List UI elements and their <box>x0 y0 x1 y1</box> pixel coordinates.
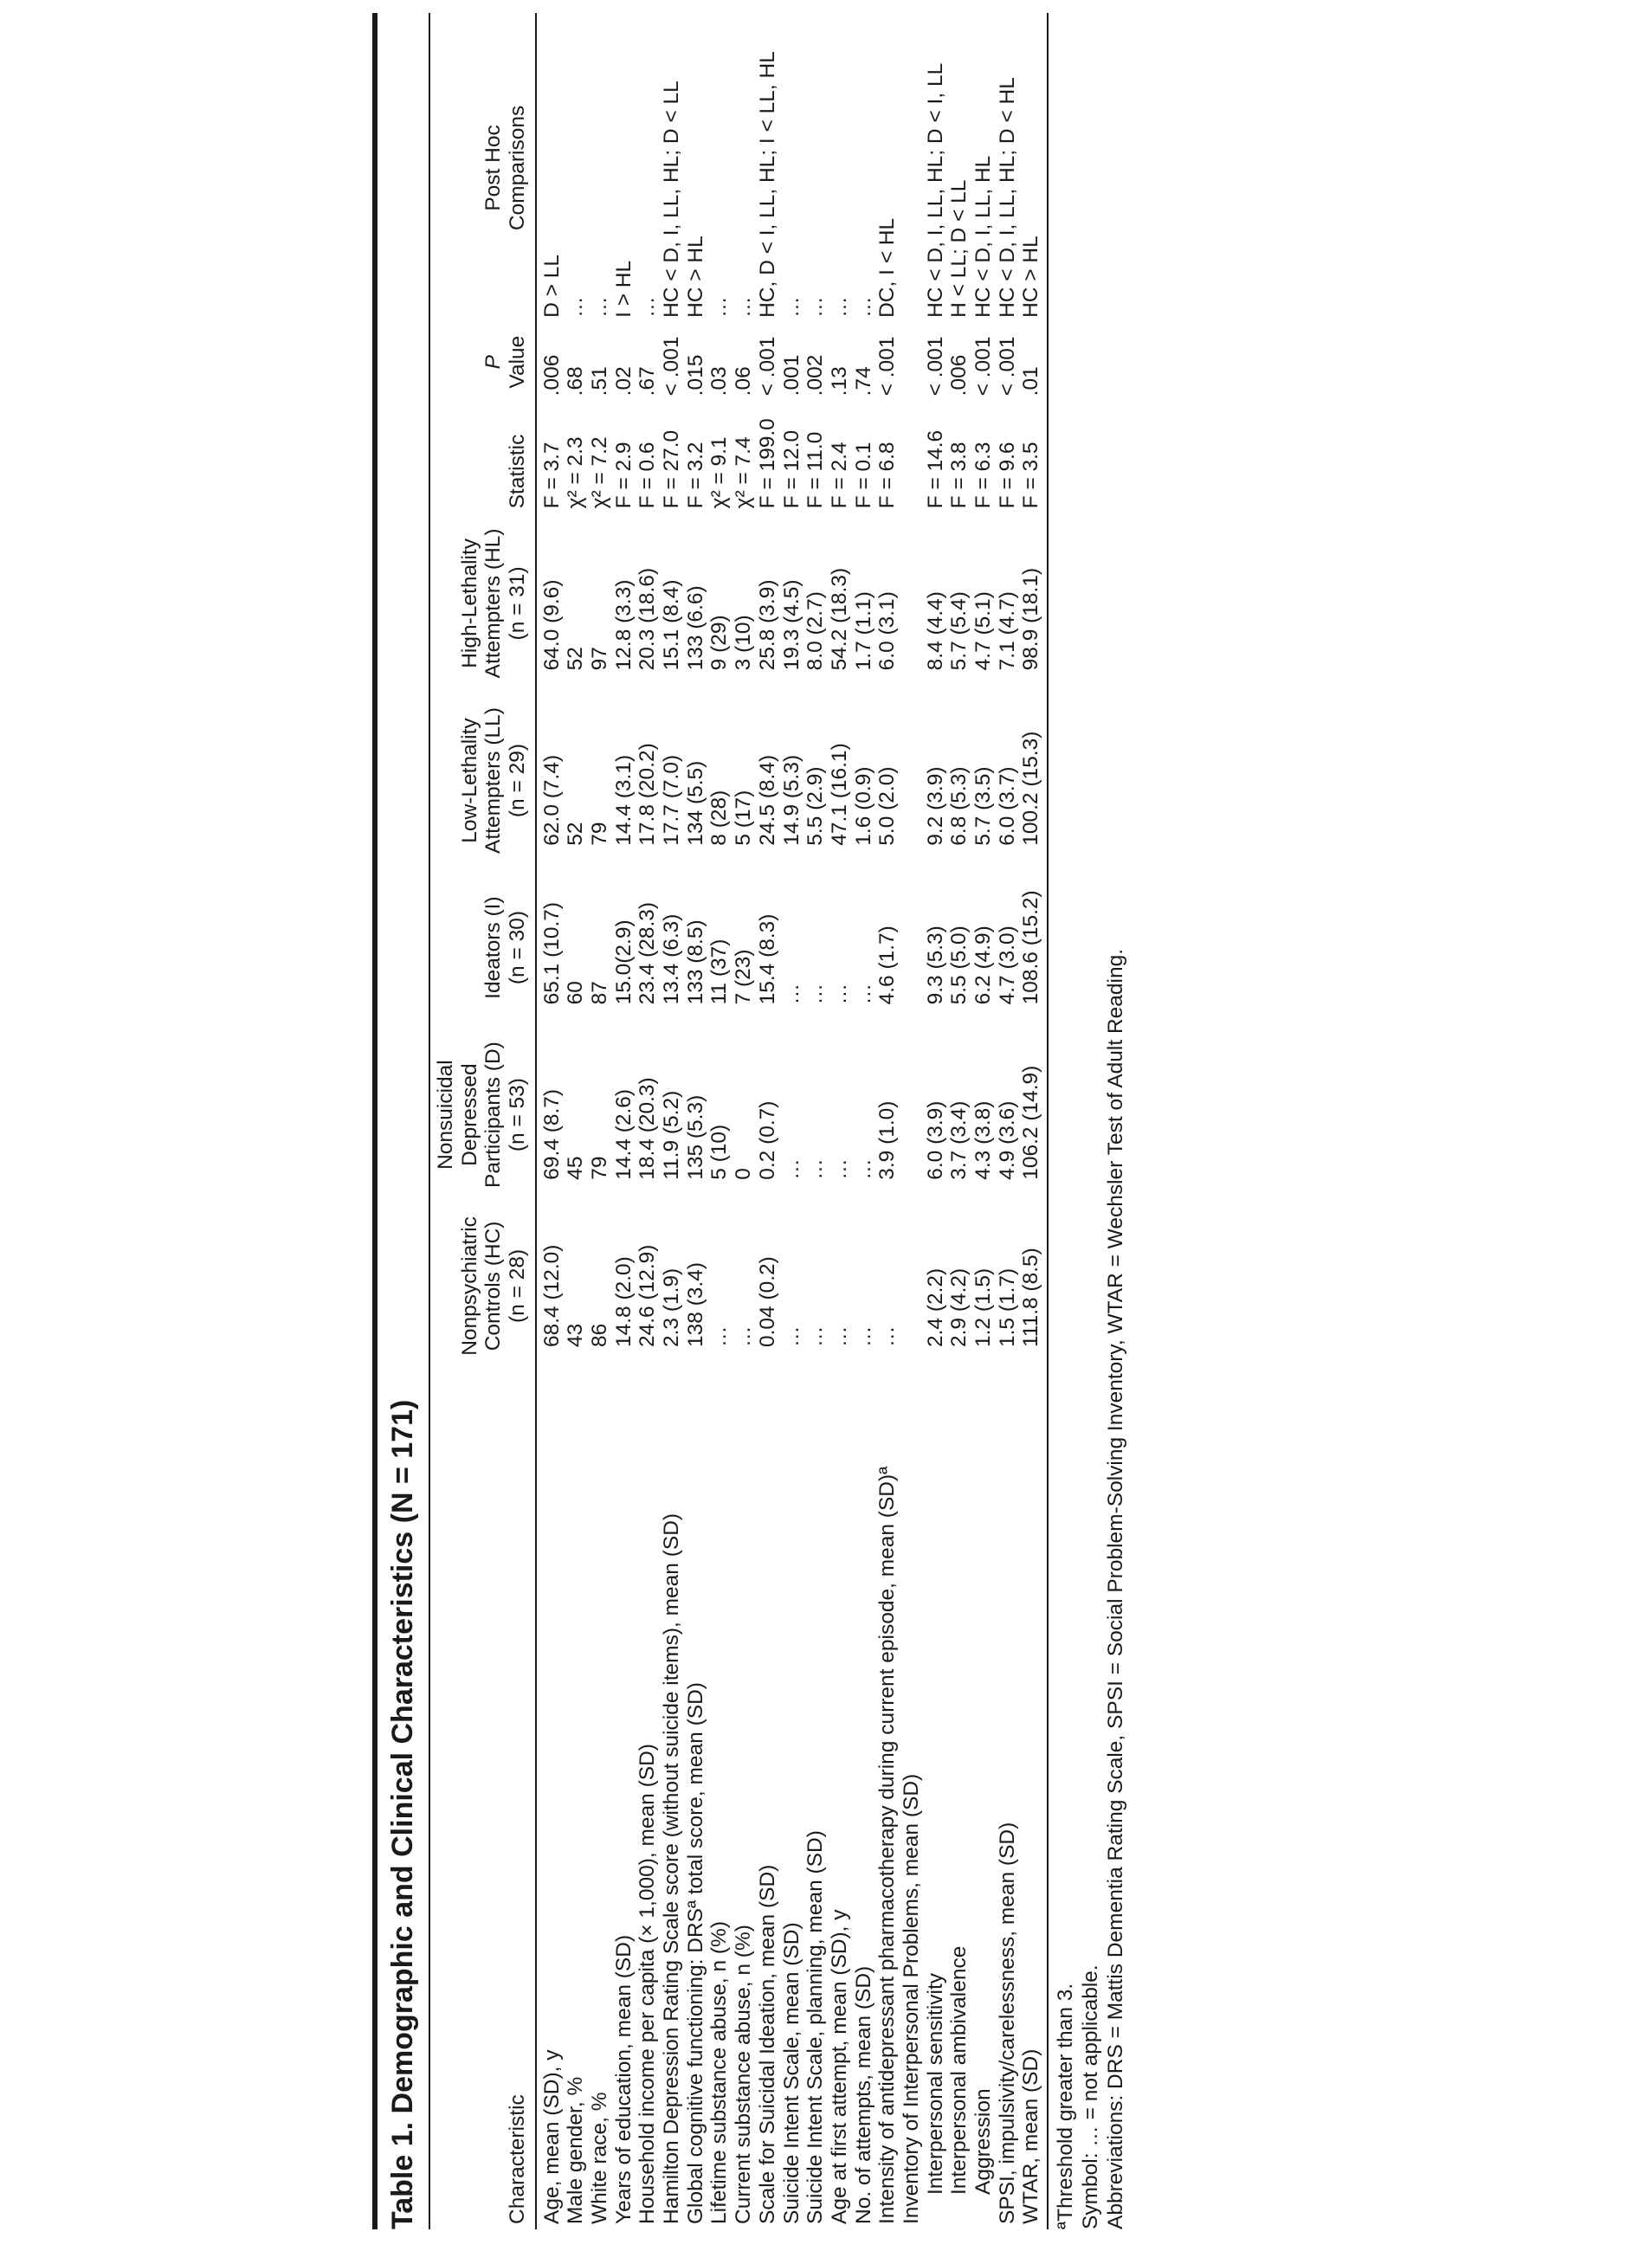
cell-d: 3.9 (1.0) <box>875 1100 900 1180</box>
cell-p-value: .03 <box>707 366 732 397</box>
header-hl-line: (n = 31) <box>506 566 530 641</box>
table-row <box>947 13 971 2229</box>
cell-ll: 8 (28) <box>707 790 732 846</box>
cell-hc: … <box>732 1325 756 1348</box>
cell-hl: 19.3 (4.5) <box>779 579 803 671</box>
header-d-line: (n = 53) <box>506 1078 530 1152</box>
cell-i: 5.5 (5.0) <box>947 926 971 1005</box>
table-row <box>900 13 924 2229</box>
cell-p-value: < .001 <box>971 336 995 397</box>
cell-characteristic: WTAR, mean (SD) <box>1019 2048 1043 2224</box>
cell-hc: 2.9 (4.2) <box>947 1267 971 1348</box>
header-post-line: Post Hoc <box>481 125 506 211</box>
cell-statistic: F = 2.9 <box>611 442 636 509</box>
cell-post-hoc: … <box>803 296 828 318</box>
footnote-symbol: Symbol: … = not applicable. <box>1078 1964 1102 2229</box>
cell-characteristic: Household income per capita (× 1,000), mean (SD) <box>636 1744 660 2224</box>
cell-i: … <box>851 983 875 1005</box>
cell-hc: 138 (3.4) <box>683 1261 707 1348</box>
cell-hl: 52 <box>564 647 588 671</box>
cell-i: 4.7 (3.0) <box>995 926 1019 1005</box>
header-d-line: Nonsuicidal <box>434 1060 458 1170</box>
cell-ll: 14.4 (3.1) <box>611 754 636 846</box>
cell-characteristic: Scale for Suicidal Ideation, mean (SD) <box>755 1864 779 2224</box>
cell-characteristic: SPSI, impulsivity/carelessness, mean (SD) <box>995 1822 1019 2224</box>
cell-ll: 52 <box>564 822 588 846</box>
header-ll <box>429 693 536 868</box>
cell-d: … <box>779 1158 803 1180</box>
cell-characteristic: Suicide Intent Scale, mean (SD) <box>779 1922 803 2224</box>
cell-post-hoc: … <box>827 296 851 318</box>
cell-hc: 43 <box>564 1323 588 1348</box>
cell-i: … <box>779 983 803 1005</box>
cell-hc: 1.5 (1.7) <box>995 1267 1019 1348</box>
header-hc-line: Controls (HC) <box>481 1221 506 1351</box>
cell-post-hoc: HC < D, I, LL, HL; D < HL <box>995 77 1019 318</box>
cell-ll: 17.7 (7.0) <box>660 754 684 846</box>
cell-ll: 5 (17) <box>732 790 756 846</box>
cell-hl <box>900 513 924 693</box>
cell-post-hoc: I > HL <box>611 260 636 318</box>
cell-hl: 15.1 (8.4) <box>660 579 684 671</box>
cell-statistic: F = 199.0 <box>755 418 779 509</box>
cell-characteristic: Intensity of antidepressant pharmacotherapy during current episode, mean (SD)ª <box>875 1466 900 2224</box>
header-hc-line: (n = 28) <box>506 1248 530 1323</box>
cell-hl: 3 (10) <box>732 615 756 671</box>
cell-d: 106.2 (14.9) <box>1019 1065 1043 1180</box>
cell-post-hoc: … <box>851 296 875 318</box>
cell-ll: 1.6 (0.9) <box>851 766 875 846</box>
cell-characteristic: Suicide Intent Scale, planning, mean (SD) <box>803 1830 828 2224</box>
header-i-line: (n = 30) <box>506 911 530 985</box>
cell-i <box>900 868 924 1028</box>
cell-d: 45 <box>564 1156 588 1180</box>
table-row <box>564 13 588 2229</box>
cell-statistic: F = 14.6 <box>923 429 947 509</box>
cell-p-value: .74 <box>851 366 875 397</box>
header-characteristic: Characteristic <box>429 1370 536 2229</box>
cell-statistic: F = 6.3 <box>971 442 995 509</box>
cell-ll: 24.5 (8.4) <box>755 754 779 846</box>
cell-statistic: F = 0.1 <box>851 442 875 509</box>
table-body <box>536 13 1048 2229</box>
header-hc <box>429 1203 536 1370</box>
cell-hc: … <box>707 1325 732 1348</box>
table-row <box>732 13 756 2229</box>
cell-hl: 25.8 (3.9) <box>755 579 779 671</box>
cell-p-value: .02 <box>611 366 636 397</box>
cell-ll <box>900 693 924 868</box>
cell-p-value: .006 <box>539 354 564 397</box>
cell-statistic: F = 11.0 <box>803 431 828 509</box>
cell-p-value: .006 <box>947 354 971 397</box>
cell-hl: 54.2 (18.3) <box>827 567 851 671</box>
cell-ll: 134 (5.5) <box>683 760 707 846</box>
header-d-line: Depressed <box>457 1063 481 1166</box>
cell-i: 13.4 (6.3) <box>660 913 684 1005</box>
cell-d: 18.4 (20.3) <box>636 1077 660 1180</box>
cell-post-hoc: HC < D, I, LL, HL; D < I, LL <box>923 62 947 318</box>
cell-d: 0.2 (0.7) <box>755 1100 779 1180</box>
cell-hc: 68.4 (12.0) <box>539 1244 564 1348</box>
cell-post-hoc: HC > HL <box>683 235 707 318</box>
table-row <box>756 13 780 2229</box>
cell-d: 5 (10) <box>707 1124 732 1180</box>
cell-post-hoc: … <box>636 296 660 318</box>
cell-d <box>900 1027 924 1202</box>
cell-characteristic: Interpersonal sensitivity <box>923 1972 947 2195</box>
cell-d: 69.4 (8.7) <box>539 1088 564 1180</box>
cell-p-value: .68 <box>564 366 588 397</box>
cell-i: 133 (8.5) <box>683 919 707 1005</box>
cell-hc: … <box>779 1325 803 1348</box>
cell-characteristic: White race, % <box>588 2092 612 2224</box>
header-i-line: Ideators (I) <box>481 896 506 999</box>
header-hl-line: High-Lethality <box>457 538 481 668</box>
cell-i: 6.2 (4.9) <box>971 926 995 1005</box>
cell-statistic: F = 3.8 <box>947 442 971 509</box>
cell-d: 4.9 (3.6) <box>995 1100 1019 1180</box>
cell-statistic: F = 6.8 <box>875 442 900 509</box>
cell-p-value: < .001 <box>875 336 900 397</box>
cell-hl: 8.4 (4.4) <box>923 591 947 671</box>
cell-statistic: F = 0.6 <box>636 442 660 509</box>
cell-d: 14.4 (2.6) <box>611 1088 636 1180</box>
header-p-value <box>429 323 536 401</box>
cell-ll: 6.0 (3.7) <box>995 766 1019 846</box>
cell-d: 3.7 (3.4) <box>947 1100 971 1180</box>
cell-i: 9.3 (5.3) <box>923 926 947 1005</box>
cell-d: … <box>827 1158 851 1180</box>
cell-post-hoc: HC > HL <box>1019 235 1043 318</box>
cell-p-value: .67 <box>636 366 660 397</box>
cell-p-value: .015 <box>683 354 707 397</box>
cell-hc: 24.6 (12.9) <box>636 1244 660 1348</box>
header-post-line: Comparisons <box>506 105 530 231</box>
cell-statistic: χ² = 7.4 <box>732 436 756 509</box>
footnote-threshold: ªThreshold greater than 3. <box>1053 1983 1077 2229</box>
table-title: Table 1. Demographic and Clinical Characteristics (N = 171) <box>386 1399 419 2229</box>
cell-characteristic: Male gender, % <box>564 2076 588 2224</box>
table-row <box>996 13 1020 2229</box>
cell-statistic: F = 9.6 <box>995 442 1019 509</box>
cell-post-hoc: … <box>564 296 588 318</box>
cell-post-hoc: HC, D < I, LL, HL; I < LL, HL <box>755 51 779 318</box>
cell-i: 7 (23) <box>732 949 756 1005</box>
cell-characteristic: Interpersonal ambivalence <box>947 1945 971 2195</box>
rotated-table-page <box>372 13 1652 2229</box>
cell-hl: 20.3 (18.6) <box>636 567 660 671</box>
cell-i: 108.6 (15.2) <box>1019 890 1043 1005</box>
cell-ll: 62.0 (7.4) <box>539 754 564 846</box>
cell-hc: … <box>875 1325 900 1348</box>
table-row <box>780 13 804 2229</box>
cell-hc: … <box>851 1325 875 1348</box>
cell-hl: 97 <box>588 647 612 671</box>
cell-i: 60 <box>564 981 588 1005</box>
cell-post-hoc: D > LL <box>539 255 564 318</box>
cell-p-value <box>900 323 924 401</box>
table-row <box>971 13 996 2229</box>
cell-characteristic: Current substance abuse, n (%) <box>732 1925 756 2224</box>
cell-characteristic: Lifetime substance abuse, n (%) <box>707 1921 732 2224</box>
table-row <box>803 13 828 2229</box>
cell-characteristic: Years of education, mean (SD) <box>611 1934 636 2224</box>
cell-characteristic: Age, mean (SD), y <box>539 2049 564 2224</box>
header-i <box>429 868 536 1028</box>
cell-hc <box>900 1203 924 1370</box>
cell-d: … <box>803 1158 828 1180</box>
cell-statistic: χ² = 2.3 <box>564 436 588 509</box>
cell-hl: 6.0 (3.1) <box>875 591 900 671</box>
cell-p-value: .002 <box>803 354 828 397</box>
cell-p-value: .06 <box>732 366 756 397</box>
table-row <box>536 13 565 2229</box>
header-d-line: Participants (D) <box>481 1042 506 1189</box>
cell-characteristic: Aggression <box>971 2088 995 2195</box>
cell-hl: 12.8 (3.3) <box>611 579 636 671</box>
cell-post-hoc: … <box>779 296 803 318</box>
table-footnotes <box>1054 13 1129 2229</box>
cell-hc: 14.8 (2.0) <box>611 1256 636 1348</box>
header-hl <box>429 513 536 693</box>
cell-hl: 64.0 (9.6) <box>539 579 564 671</box>
cell-d: 79 <box>588 1156 612 1180</box>
table-row <box>924 13 948 2229</box>
cell-statistic <box>900 401 924 513</box>
cell-characteristic: Hamilton Depression Rating Scale score (without suicide items), mean (SD) <box>660 1512 684 2224</box>
cell-i: 23.4 (28.3) <box>636 901 660 1005</box>
cell-ll: 5.0 (2.0) <box>875 766 900 846</box>
cell-post-hoc: … <box>588 296 612 318</box>
table-row <box>707 13 732 2229</box>
cell-p-value: < .001 <box>660 336 684 397</box>
cell-post-hoc: HC < D, I, LL, HL <box>971 155 995 318</box>
header-hl-line: Attempters (HL) <box>481 528 506 679</box>
table-header-row <box>429 13 536 2229</box>
cell-p-value: < .001 <box>995 336 1019 397</box>
cell-hc: 2.4 (2.2) <box>923 1267 947 1348</box>
cell-hl: 98.9 (18.1) <box>1019 567 1043 671</box>
cell-d: 0 <box>732 1168 756 1180</box>
table-row <box>588 13 612 2229</box>
cell-p-value: .13 <box>827 366 851 397</box>
cell-characteristic: No. of attempts, mean (SD) <box>851 1965 875 2224</box>
table-title-bar <box>372 13 420 2229</box>
cell-i: 15.0(2.9) <box>611 919 636 1005</box>
header-statistic: Statistic <box>429 401 536 513</box>
cell-characteristic: Global cognitive functioning: DRSª total score, mean (SD) <box>683 1682 707 2224</box>
cell-hc: 1.2 (1.5) <box>971 1267 995 1348</box>
cell-ll: 6.8 (5.3) <box>947 766 971 846</box>
cell-d: … <box>851 1158 875 1180</box>
cell-post-hoc: … <box>732 296 756 318</box>
cell-statistic: χ² = 7.2 <box>588 436 612 509</box>
cell-i: 65.1 (10.7) <box>539 901 564 1005</box>
characteristics-table <box>429 13 1049 2229</box>
table-row <box>852 13 876 2229</box>
cell-d: 11.9 (5.2) <box>660 1090 684 1180</box>
cell-statistic: F = 2.4 <box>827 442 851 509</box>
cell-post-hoc: DC, I < HL <box>875 217 900 318</box>
header-p-line: Value <box>506 335 530 389</box>
cell-hl: 133 (6.6) <box>683 585 707 671</box>
table-row <box>684 13 708 2229</box>
cell-p-value: .51 <box>588 366 612 397</box>
cell-i: 11 (37) <box>707 938 732 1005</box>
cell-characteristic: Inventory of Interpersonal Problems, mean (SD) <box>899 1773 923 2224</box>
cell-statistic: F = 3.5 <box>1019 442 1043 509</box>
footnote-abbreviations: Abbreviations: DRS = Mattis Dementia Rating Scale, SPSI = Social Problem-Solving Inventory, WTAR = Wechsler Test of Adult Reading. <box>1103 948 1127 2229</box>
cell-hl: 1.7 (1.1) <box>851 591 875 671</box>
cell-ll: 100.2 (15.3) <box>1019 731 1043 846</box>
cell-post-hoc: HC < D, I, LL, HL; D < LL <box>660 81 684 318</box>
cell-i: … <box>803 983 828 1005</box>
header-ll-line: Low-Lethality <box>457 718 481 843</box>
cell-statistic: F = 3.7 <box>539 442 564 509</box>
cell-hl: 7.1 (4.7) <box>995 591 1019 671</box>
cell-hc: 86 <box>588 1323 612 1348</box>
cell-i: 87 <box>588 981 612 1005</box>
table-row <box>875 13 900 2229</box>
table-row <box>660 13 684 2229</box>
cell-statistic: F = 12.0 <box>779 429 803 509</box>
cell-post-hoc <box>900 13 924 323</box>
cell-characteristic: Age at first attempt, mean (SD), y <box>827 1909 851 2224</box>
header-ll-line: Attempters (LL) <box>481 707 506 854</box>
cell-ll: 5.7 (3.5) <box>971 766 995 846</box>
cell-hc: 111.8 (8.5) <box>1019 1248 1043 1348</box>
header-p-line: P <box>481 354 506 370</box>
cell-i: … <box>827 983 851 1005</box>
cell-hc: … <box>827 1325 851 1348</box>
header-post-hoc <box>429 13 536 323</box>
cell-p-value: < .001 <box>755 336 779 397</box>
cell-hl: 4.7 (5.1) <box>971 591 995 671</box>
cell-hc: 0.04 (0.2) <box>755 1256 779 1348</box>
cell-p-value: .001 <box>779 354 803 397</box>
header-hc-line: Nonpsychiatric <box>457 1216 481 1356</box>
cell-d: 6.0 (3.9) <box>923 1100 947 1180</box>
cell-statistic: F = 27.0 <box>660 429 684 509</box>
cell-ll: 17.8 (20.2) <box>636 743 660 846</box>
table-row <box>612 13 636 2229</box>
cell-ll: 5.5 (2.9) <box>803 766 828 846</box>
table-row <box>828 13 852 2229</box>
cell-ll: 47.1 (16.1) <box>827 743 851 846</box>
cell-hc: … <box>803 1325 828 1348</box>
cell-hl: 9 (29) <box>707 615 732 671</box>
table-row <box>1019 13 1048 2229</box>
cell-ll: 79 <box>588 822 612 846</box>
cell-hc: 2.3 (1.9) <box>660 1267 684 1348</box>
header-ll-line: (n = 29) <box>506 743 530 818</box>
cell-statistic: F = 3.2 <box>683 442 707 509</box>
cell-p-value: < .001 <box>923 336 947 397</box>
cell-p-value: .01 <box>1019 366 1043 397</box>
cell-ll: 14.9 (5.3) <box>779 754 803 846</box>
cell-ll: 9.2 (3.9) <box>923 766 947 846</box>
cell-d: 135 (5.3) <box>683 1094 707 1180</box>
cell-statistic: χ² = 9.1 <box>707 436 732 509</box>
cell-post-hoc: … <box>707 296 732 318</box>
cell-hl: 8.0 (2.7) <box>803 591 828 671</box>
cell-i: 4.6 (1.7) <box>875 926 900 1005</box>
cell-hl: 5.7 (5.4) <box>947 591 971 671</box>
table-row <box>636 13 660 2229</box>
cell-d: 4.3 (3.8) <box>971 1100 995 1180</box>
header-d <box>429 1027 536 1202</box>
cell-i: 15.4 (8.3) <box>755 913 779 1005</box>
cell-post-hoc: H < LL; D < LL <box>947 179 971 318</box>
